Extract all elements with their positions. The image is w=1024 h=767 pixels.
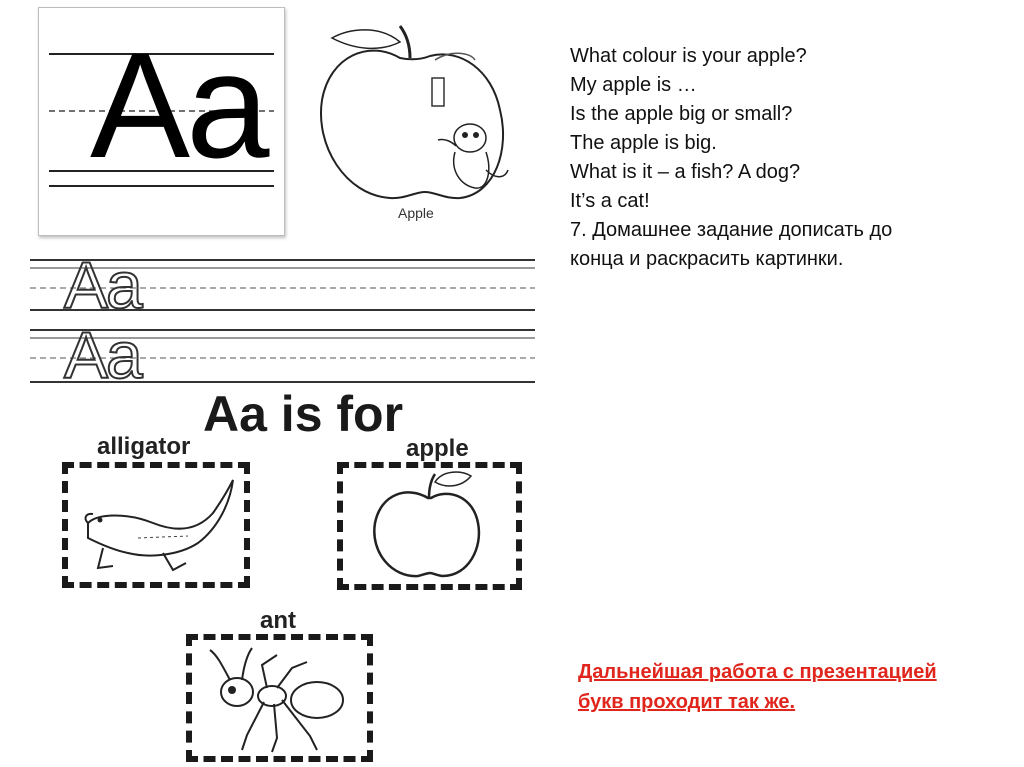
alligator-icon [68, 468, 244, 582]
apple-caption: Apple [398, 205, 434, 221]
label-ant: ant [260, 607, 296, 634]
text-line: What colour is your apple? [570, 45, 807, 67]
apple-cat-illustration [310, 20, 530, 210]
text-line: 7. Домашнее задание дописать до [570, 219, 893, 241]
note-line-1: Дальнейшая работа с презентацией [578, 661, 937, 683]
text-line: My apple is … [570, 74, 697, 96]
note-line-2: букв проходит так же. [578, 691, 796, 713]
text-line: The apple is big. [570, 132, 717, 154]
label-alligator: alligator [97, 433, 191, 460]
tracing-practice [30, 250, 535, 390]
trace-letters-row2: Aa [64, 318, 141, 392]
trace-letters-row1: Aa [64, 248, 141, 322]
text-line: It’s a cat! [570, 190, 650, 212]
label-apple: apple [406, 435, 469, 462]
text-line: What is it – a fish? A dog? [570, 161, 801, 183]
text-line: конца и раскрасить картинки. [570, 248, 844, 270]
worksheet-title: Aa is for [203, 386, 404, 442]
ant-box [186, 634, 373, 762]
ant-icon [192, 640, 367, 756]
big-letters: Aa [90, 21, 266, 189]
apple-icon [343, 468, 516, 584]
text-line: Is the apple big or small? [570, 103, 793, 125]
alligator-box [62, 462, 250, 588]
presentation-note [578, 657, 998, 717]
lesson-text [570, 42, 1010, 274]
apple-box [337, 462, 522, 590]
